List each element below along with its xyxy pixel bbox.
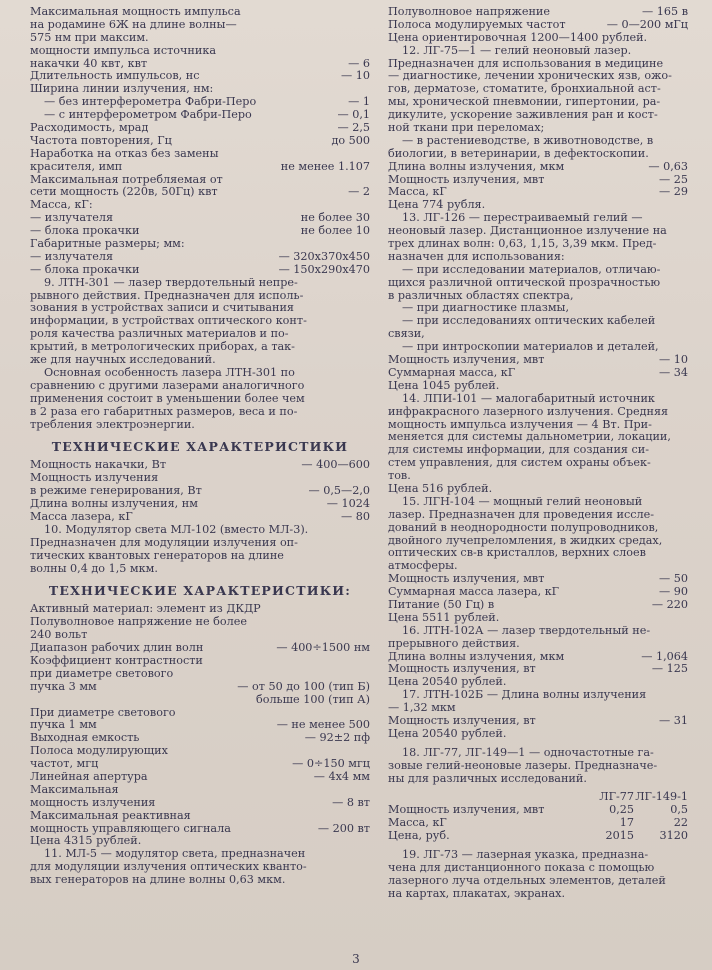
spec-label: Питание (50 Гц) в — [388, 598, 495, 611]
table-cell: 17 — [619, 816, 634, 830]
text-line: неоновый лазер. Дистанционное излучение на — [388, 225, 667, 238]
spec-row — [30, 823, 370, 836]
spec-label: — с интерферометром Фабри-Перо — [44, 109, 252, 122]
text-line: — диагностике, лечении хронических язв, ожо- — [388, 70, 672, 83]
text-line: в 2 раза его габаритных размеров, веса и по- — [30, 405, 298, 418]
spec-label: — излучателя — [30, 250, 114, 263]
spec-row — [30, 681, 370, 694]
spec-row — [30, 251, 370, 264]
spec-value: не более 10 — [300, 225, 370, 238]
spec-label: Мощность излучения, мвт — [388, 354, 545, 367]
text-line: тических квантовых генераторов на длине — [30, 549, 284, 562]
text-line: Масса, кГ: — [30, 199, 93, 212]
text-line: Цена ориентировочная 1200—1400 рублей. — [388, 31, 648, 44]
spec-label: Длина волны излучения, мкм — [388, 650, 565, 663]
text-line: 11. МЛ-5 — модулятор света, предназначен — [44, 848, 306, 861]
spec-value: — 400÷1500 нм — [276, 642, 370, 655]
spec-row — [388, 663, 688, 676]
text-line: Ширина линии излучения, нм: — [30, 83, 214, 96]
spec-label: Частота повторения, Гц — [30, 134, 172, 147]
spec-row — [388, 19, 688, 32]
table-cell: 0,5 — [670, 803, 688, 817]
text-line: тов. — [388, 470, 411, 483]
text-line: — при диагностике плазмы, — [402, 302, 570, 315]
spec-row — [30, 161, 370, 174]
text-line: назначен для использования: — [388, 250, 565, 263]
spec-label: Масса лазера, кГ — [30, 510, 133, 523]
text-line: лазерного луча отдельных элементов, деталей — [388, 874, 666, 887]
spec-row — [30, 459, 370, 472]
spec-value: — 10 — [659, 354, 688, 367]
text-line: Габаритные размеры; мм: — [30, 238, 185, 251]
spec-label: Длина волны излучения, мкм — [388, 160, 565, 173]
spec-value: — 200 вт — [317, 822, 370, 835]
spec-row — [30, 797, 370, 810]
spec-value: — 125 — [651, 663, 688, 676]
spec-value: — не менее 500 — [276, 719, 370, 732]
spec-value: — 1,064 — [641, 650, 688, 663]
spec-row — [30, 694, 370, 707]
text-line: связи, — [388, 328, 425, 341]
spec-value: — 29 — [659, 186, 688, 199]
text-line: для модуляции излучения оптических кванто- — [30, 861, 307, 874]
spec-value: — 400—600 — [301, 459, 370, 472]
spec-value: больше 100 (тип А) — [255, 693, 370, 706]
table-cell: 0,25 — [609, 803, 634, 817]
spec-value: не более 30 — [300, 212, 370, 225]
text-line: мощность импульса излучения — 4 Вт. При- — [388, 418, 652, 431]
text-line: на родамине 6Ж на длине волны— — [30, 18, 237, 31]
text-line: мощности импульса источника — [30, 44, 217, 57]
spec-label: Длина волны излучения, нм — [30, 498, 198, 511]
text-line: зовые гелий-неоновые лазеры. Предназначе- — [388, 759, 658, 772]
text-line: чена для дистанционного показа с помощью — [388, 861, 655, 874]
text-line: прерывного действия. — [388, 637, 520, 650]
table-cell: 22 — [673, 816, 688, 830]
spec-row — [388, 174, 688, 187]
spec-row — [30, 96, 370, 109]
text-line: инфракрасного лазерного излучения. Средняя — [388, 405, 669, 418]
text-line: 10. Модулятор света МЛ-102 (вместо МЛ-3). — [44, 523, 309, 536]
text-line: мы, хронической пневмонии, гипертонии, ра- — [388, 96, 661, 109]
text-line: — при интроскопии материалов и деталей, — [402, 341, 659, 354]
spec-value: — 165 в — [642, 6, 688, 18]
table-lg77-lg149 — [388, 791, 688, 843]
spec-row — [388, 367, 688, 380]
spec-value: — 10 — [341, 70, 370, 83]
text-line: 15. ЛГН-104 — мощный гелий неоновый — [402, 495, 643, 508]
spec-value: — 0,63 — [648, 160, 688, 173]
text-line: 575 нм при максим. — [30, 31, 149, 44]
spec-value: — 1024 — [326, 498, 370, 511]
spec-value: до 500 — [331, 134, 370, 147]
spec-label: — блока прокачки — [30, 263, 140, 276]
text-line: Цена 4315 рублей. — [30, 835, 142, 848]
text-line: же для научных исследований. — [30, 354, 216, 367]
spec-value: — 80 — [341, 510, 370, 523]
spec-value: — 8 вт — [332, 796, 370, 809]
text-line: Коэффициент контрастности — [30, 654, 203, 667]
left-column — [30, 6, 370, 887]
spec-label: Расходимость, мрад — [30, 122, 149, 135]
spec-value: не менее 1.107 — [280, 160, 370, 173]
spec-label: мощность управляющего сигнала — [30, 822, 231, 835]
text-line: Наработка на отказ без замены — [30, 147, 219, 160]
spec-row — [388, 186, 688, 199]
spec-value: — 6 — [348, 57, 370, 70]
text-line: Максимальная мощность импульса — [30, 6, 241, 18]
text-line: дикулите, ускорение заживления ран и кост- — [388, 109, 658, 122]
text-line: применения состоит в уменьшении более чем — [30, 392, 305, 405]
text-line: информации, в устройствах оптического конт- — [30, 315, 307, 328]
spec-value: — 25 — [659, 173, 688, 186]
text-line: ной ткани при переломах; — [388, 122, 545, 135]
text-line: Максимальная реактивная — [30, 809, 191, 822]
text-line: Цена 20540 рублей. — [388, 727, 507, 740]
table-header: ЛГ-77 — [599, 790, 634, 804]
text-line: Активный материал: элемент из ДКДР — [30, 603, 261, 616]
spec-label: Мощность излучения, мвт — [388, 173, 545, 186]
spec-row — [388, 573, 688, 586]
spec-label: Масса, кГ — [388, 186, 447, 199]
right-column-tail — [388, 849, 688, 901]
spec-label: Диапазон рабочих длин волн — [30, 642, 204, 655]
spec-value: — от 50 до 100 (тип Б) — [237, 680, 370, 693]
text-line: двойного лучепреломления, в жидких средах, — [388, 534, 663, 547]
text-line: атмосферы. — [388, 560, 458, 573]
spec-row — [388, 161, 688, 174]
text-line: зования в устройствах записи и считывания — [30, 302, 294, 315]
spec-row — [30, 485, 370, 498]
text-line: Цена 5511 рублей. — [388, 611, 500, 624]
text-line: щихся различной оптической прозрачностью — [388, 276, 661, 289]
spec-row — [30, 264, 370, 277]
text-line: Цена 20540 рублей. — [388, 676, 507, 689]
right-column-main — [388, 6, 688, 785]
spec-row — [388, 599, 688, 612]
text-line: гов, дерматозе, стоматите, бронхиальной аст- — [388, 83, 661, 96]
spec-label: сети мощность (220в, 50Гц) квт — [30, 186, 218, 199]
text-line: — при исследовании материалов, отличаю- — [402, 263, 661, 276]
text-line: — в растениеводстве, в животноводстве, в — [402, 134, 654, 147]
spec-value: — 220 — [651, 598, 688, 611]
text-line: Цена 516 рублей. — [388, 482, 493, 495]
spec-label: Полуволновое напряжение — [388, 6, 550, 18]
text-line: Предназначен для использования в медицине — [388, 57, 664, 70]
text-line: роля качества различных материалов и по- — [30, 328, 289, 341]
spec-value: — 0,5—2,0 — [308, 485, 370, 498]
spec-value: — 0÷150 мгц — [292, 758, 370, 771]
spec-label: пучка 1 мм — [30, 719, 97, 732]
spec-row — [30, 511, 370, 524]
spec-label: в режиме генерирования, Вт — [30, 485, 202, 498]
spec-row — [388, 715, 688, 728]
spec-label: Мощность накачки, Вт — [30, 459, 167, 472]
spec-label: — без интерферометра Фабри-Перо — [44, 96, 257, 109]
spec-row — [388, 651, 688, 664]
spec-label: Длительность импульсов, нс — [30, 70, 200, 83]
text-line: вых генераторов на длине волны 0,63 мкм. — [30, 874, 286, 887]
text-line: требления электроэнергии. — [30, 418, 195, 431]
spec-label: — блока прокачки — [30, 225, 140, 238]
spec-label: Суммарная масса лазера, кГ — [388, 586, 560, 599]
table-cell: 3120 — [659, 829, 688, 843]
spec-row — [30, 122, 370, 135]
text-line: на картах, плакатах, экранах. — [388, 887, 566, 900]
text-line: Цена 774 рубля. — [388, 199, 486, 212]
text-line: 16. ЛТН-102А — лазер твердотельный не- — [402, 624, 651, 637]
spec-row — [30, 719, 370, 732]
page-number: 3 — [352, 952, 360, 966]
spec-label: пучка 3 мм — [30, 680, 97, 693]
spec-label: мощность излучения — [30, 796, 156, 809]
text-line: 19. ЛГ-73 — лазерная указка, предназна- — [402, 849, 649, 862]
spec-value: — 320x370x450 — [278, 250, 370, 263]
text-line: 240 вольт — [30, 629, 88, 642]
table-cell: Цена, руб. — [388, 829, 450, 843]
spec-label: Выходная емкость — [30, 732, 140, 745]
spec-row — [388, 354, 688, 367]
text-line: При диаметре светового — [30, 706, 176, 719]
spec-value: — 0—200 мГц — [606, 18, 688, 31]
spec-label: Мощность излучения, мвт — [388, 573, 545, 586]
text-line: волны 0,4 до 1,5 мкм. — [30, 562, 158, 575]
text-line: 13. ЛГ-126 — перестраиваемый гелий — — [402, 212, 643, 225]
text-line: Основная особенность лазера ЛТН-301 по — [44, 366, 295, 379]
spec-value: — 2,5 — [337, 122, 370, 135]
spec-label: Полоса модулируемых частот — [388, 18, 566, 31]
text-line: Полуволновое напряжение не более — [30, 616, 247, 629]
text-line: биологии, в ветеринарии, в дефектоскопии. — [388, 147, 649, 160]
table-header: ЛГ-149-1 — [635, 790, 688, 804]
spec-label: накачки 40 квт, квт — [30, 57, 148, 70]
section-heading: ТЕХНИЧЕСКИЕ ХАРАКТЕРИСТИКИ — [51, 439, 349, 455]
text-line: стем управления, для систем охраны объек- — [388, 457, 651, 470]
right-column — [388, 6, 688, 901]
table-cell: Мощность излучения, мвт — [388, 803, 545, 817]
spec-label: красителя, имп — [30, 160, 123, 173]
text-line: трех длинах волн: 0,63, 1,15, 3,39 мкм. Пред- — [388, 238, 657, 251]
spec-value: — 2 — [348, 186, 370, 199]
text-line: Мощность излучения — [30, 472, 159, 485]
spec-value: — 1 — [348, 96, 370, 109]
text-line: ны для различных исследований. — [388, 772, 587, 785]
spec-value: — 34 — [659, 366, 688, 379]
text-line: 14. ЛПИ-101 — малогабаритный источник — [402, 392, 655, 405]
text-line: Максимальная — [30, 783, 119, 796]
text-line: 17. ЛТН-102Б — Длина волны излучения — [402, 689, 647, 702]
spec-row — [30, 70, 370, 83]
spec-value: — 90 — [659, 586, 688, 599]
section-heading: ТЕХНИЧЕСКИЕ ХАРАКТЕРИСТИКИ: — [48, 583, 352, 599]
spec-label: — излучателя — [30, 212, 114, 225]
spec-row — [30, 109, 370, 122]
spec-row — [30, 758, 370, 771]
text-line: лазер. Предназначен для проведения иссле- — [388, 508, 654, 521]
spec-row — [30, 771, 370, 784]
spec-label: Мощность излучения, вт — [388, 714, 536, 727]
text-line: 9. ЛТН-301 — лазер твердотельный непре- — [44, 276, 298, 289]
spec-value: — 4x4 мм — [313, 770, 370, 783]
spec-row — [30, 186, 370, 199]
spec-row — [30, 58, 370, 71]
text-line: Полоса модулирующих — [30, 745, 168, 758]
spec-row — [388, 586, 688, 599]
spec-value: — 50 — [659, 573, 688, 586]
spec-row — [30, 212, 370, 225]
spec-row — [30, 135, 370, 148]
table-cell: Масса, кГ — [388, 816, 447, 830]
text-line: — при исследованиях оптических кабелей — [402, 315, 656, 328]
spec-value: — 0,1 — [337, 109, 370, 122]
text-line: — 1,32 мкм — [388, 702, 456, 715]
spec-label: Мощность излучения, вт — [388, 663, 536, 676]
text-line: Предназначен для модуляции излучения оп- — [30, 536, 298, 549]
spec-row — [30, 225, 370, 238]
spec-value: — 92±2 пф — [304, 732, 370, 745]
spec-value: — 150x290x470 — [278, 263, 370, 276]
spec-row — [30, 642, 370, 655]
spec-value: — 31 — [659, 714, 688, 727]
text-line: крытий, в метрологических приборах, а так- — [30, 341, 295, 354]
table-cell: 2015 — [605, 829, 634, 843]
text-line: 18. ЛГ-77, ЛГ-149—1 — одночастотные га- — [402, 746, 654, 759]
spec-label: частот, мгц — [30, 758, 99, 771]
spec-row — [30, 732, 370, 745]
text-line: рывного действия. Предназначен для исполь- — [30, 289, 304, 302]
spec-label: Суммарная масса, кГ — [388, 366, 516, 379]
text-line: Цена 1045 рублей. — [388, 379, 500, 392]
text-line: 12. ЛГ-75—1 — гелий неоновый лазер. — [402, 44, 632, 57]
spec-row — [30, 498, 370, 511]
text-line: Максимальная потребляемая от — [30, 173, 223, 186]
spec-row — [388, 6, 688, 19]
spec-label: Линейная апертура — [30, 770, 148, 783]
text-line: для системы информации, для создания си- — [388, 444, 650, 457]
text-line: оптических св-в кристаллов, верхних слоев — [388, 547, 646, 560]
text-line: в различных областях спектра, — [388, 289, 574, 302]
text-line: дований в неоднородности полупроводников, — [388, 521, 659, 534]
text-line: сравнению с другими лазерами аналогичного — [30, 379, 305, 392]
text-line: при диаметре светового — [30, 667, 174, 680]
text-line: меняется для системы дальнометрии, локации, — [388, 431, 671, 444]
